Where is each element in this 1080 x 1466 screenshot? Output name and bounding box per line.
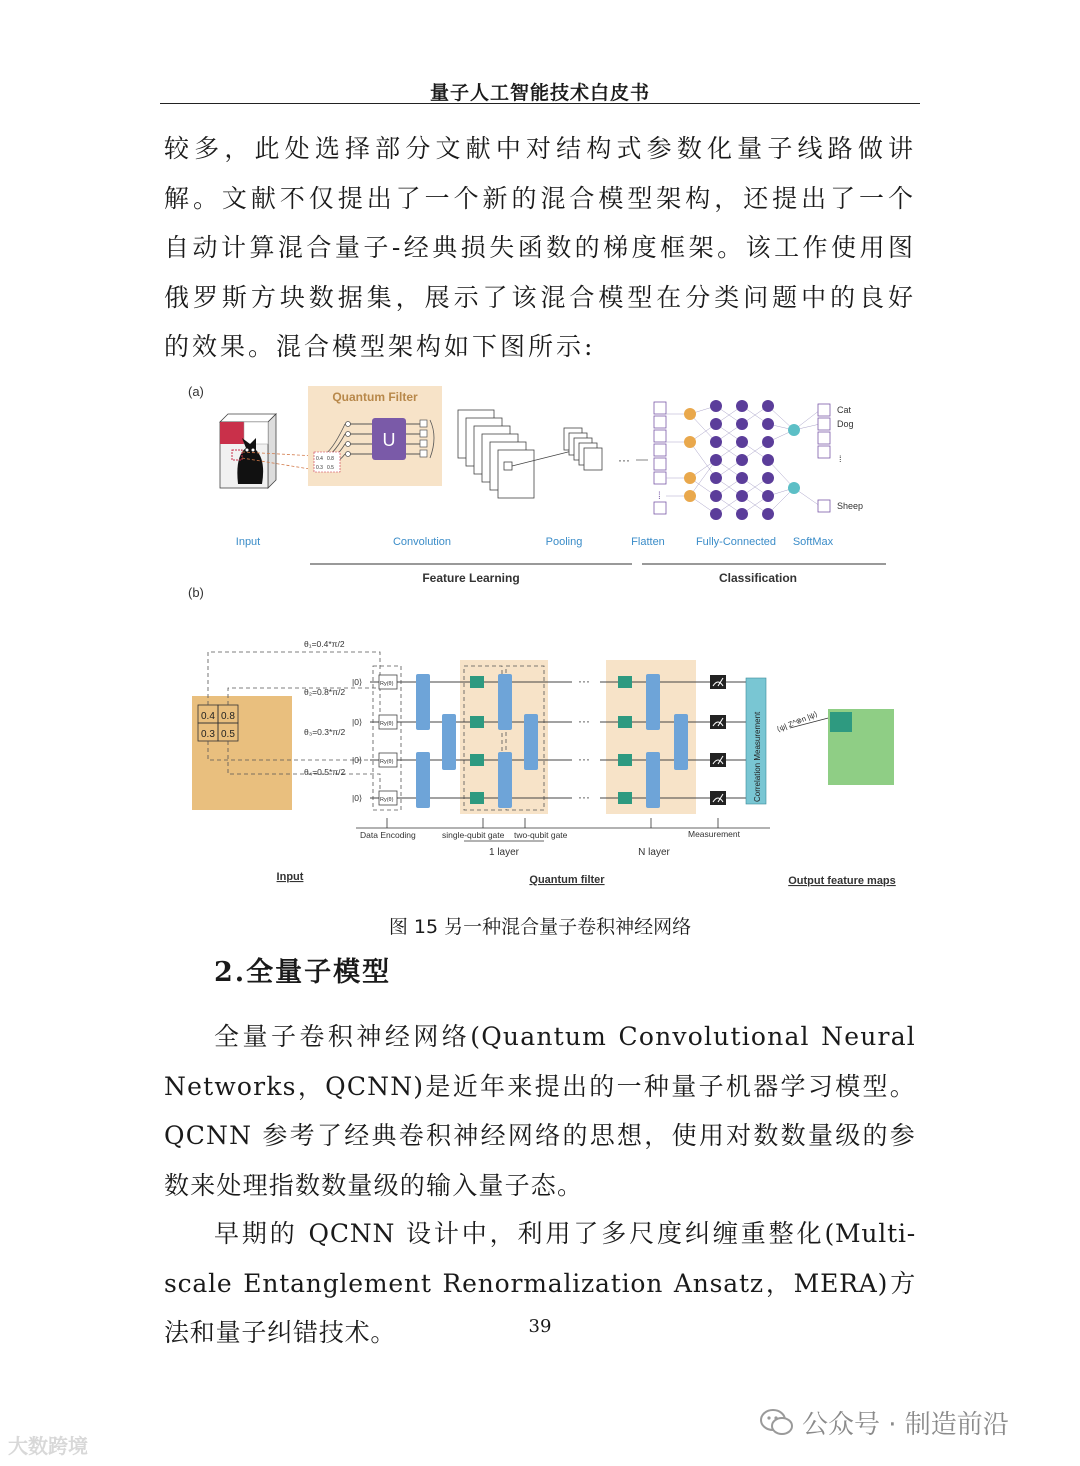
filter-value-1: 0.4 — [316, 456, 323, 462]
measurement-meters — [710, 675, 726, 805]
ry-gate-2: Ry(θ) — [380, 721, 394, 727]
section-quantum-filter: Quantum filter — [529, 874, 605, 886]
section-title: 2.全量子模型 — [214, 957, 392, 988]
running-header: 量子人工智能技术白皮书 — [429, 82, 650, 104]
paragraph-intro: 较多，此处选择部分文献中对结构式参数化量子线路做讲解。文献不仅提出了一个新的混合模型架构，还提出了一个自动计算混合量子-经典损失函数的梯度框架。该工作使用图俄罗斯方块数据集，展示了该混合模型在分类问题中的良好的效果。混合模型架构如下图所示: — [164, 134, 916, 361]
label-single-qubit-gate: single-qubit gate — [442, 830, 505, 840]
circuit-ellipsis-4: ··· — [578, 790, 590, 804]
flatten-vdots: ⁞ — [658, 491, 661, 502]
panel-a-label: (a) — [188, 384, 204, 399]
label-two-qubit-gate: two-qubit gate — [514, 830, 568, 840]
grid-value-1: 0.4 — [201, 711, 215, 722]
group-classification: Classification — [718, 571, 798, 585]
grid-value-3: 0.3 — [201, 729, 215, 740]
grid-value-2: 0.8 — [221, 711, 235, 722]
label-data-encoding: Data Encoding — [360, 830, 416, 840]
ry-gate-4: Ry(θ) — [380, 797, 394, 803]
theta-1: θ₁=0.4*π/2 — [304, 639, 345, 649]
class-dog: Dog — [837, 419, 854, 429]
expectation-label: ⟨ψ| Z^⊗n |ψ⟩ — [775, 709, 819, 734]
circuit-ellipsis-1: ··· — [578, 674, 590, 688]
ket-1: |0⟩ — [352, 677, 363, 687]
ket-4: |0⟩ — [352, 793, 363, 803]
page-number: 39 — [528, 1316, 552, 1337]
paragraph-qcnn: 全量子卷积神经网络(Quantum Convolutional Neural Networks，QCNN)是近年来提出的一种量子机器学习模型。QCNN 参考了经典卷积神经网络的思想，使用对数数量级的参数来处理指数数量级的输入量子态。 — [164, 1022, 916, 1200]
circuit-ellipsis-3: ··· — [578, 752, 590, 766]
ket-2: |0⟩ — [352, 717, 363, 727]
quantum-filter-title: Quantum Filter — [332, 390, 418, 404]
convolution-feature-maps — [458, 410, 534, 498]
section-output-feature-maps: Output feature maps — [788, 875, 896, 887]
stage-label-input: Input — [235, 536, 261, 548]
correlation-label: Correlation Measurement — [753, 711, 762, 802]
stage-label-convolution: Convolution — [392, 536, 452, 548]
input-image-cube — [220, 414, 276, 488]
label-n-layer: N layer — [638, 847, 670, 858]
panel-b-label: (b) — [188, 585, 204, 600]
class-vdots: ⁞ — [839, 454, 842, 464]
label-1-layer: 1 layer — [488, 847, 520, 858]
header-rule — [160, 103, 920, 104]
pooling-feature-maps — [564, 428, 602, 470]
softmax-output-column — [818, 404, 830, 512]
figure-caption: 图 15 另一种混合量子卷积神经网络 — [388, 916, 692, 938]
ry-gate-1: Ry(θ) — [380, 681, 394, 687]
watermark-wechat — [760, 1404, 1009, 1441]
stage-label-softmax: SoftMax — [792, 536, 834, 548]
filter-value-2: 0.8 — [327, 456, 334, 462]
filter-value-4: 0.5 — [327, 465, 334, 471]
ry-gate-3: Ry(θ) — [380, 759, 394, 765]
group-feature-learning: Feature Learning — [422, 571, 520, 585]
label-measurement: Measurement — [688, 829, 740, 839]
circuit-ellipsis-2: ··· — [578, 714, 590, 728]
section-input: Input — [276, 871, 304, 883]
stage-label-flatten: Flatten — [631, 536, 665, 548]
panel-a-ellipsis: ··· — [618, 453, 630, 467]
unitary-label: U — [382, 430, 396, 450]
theta-3: θ₃=0.3*π/2 — [304, 727, 346, 737]
hybrid-qcnn-figure — [180, 376, 910, 896]
fully-connected-network — [666, 400, 820, 520]
paragraph-mera: 早期的 QCNN 设计中，利用了多尺度纠缠重整化(Multi-scale Entanglement Renormalization Ansatz，MERA)方法和量子纠错技术。 — [164, 1219, 916, 1347]
wechat-icon — [760, 1408, 794, 1438]
grid-value-4: 0.5 — [221, 729, 235, 740]
ket-3: |0⟩ — [352, 755, 363, 765]
class-cat: Cat — [837, 405, 852, 415]
stage-label-fully-connected: Fully-Connected — [695, 536, 777, 548]
theta-2: θ₂=0.8*π/2 — [304, 687, 346, 697]
stage-label-pooling: Pooling — [545, 536, 583, 548]
filter-value-3: 0.3 — [316, 465, 323, 471]
watermark-wechat-text: 公众号 · 制造前沿 — [802, 1410, 1009, 1440]
watermark-brand: 大数跨境 — [8, 1434, 88, 1458]
theta-4: θ₄=0.5*π/2 — [304, 767, 346, 777]
class-sheep: Sheep — [837, 501, 864, 511]
